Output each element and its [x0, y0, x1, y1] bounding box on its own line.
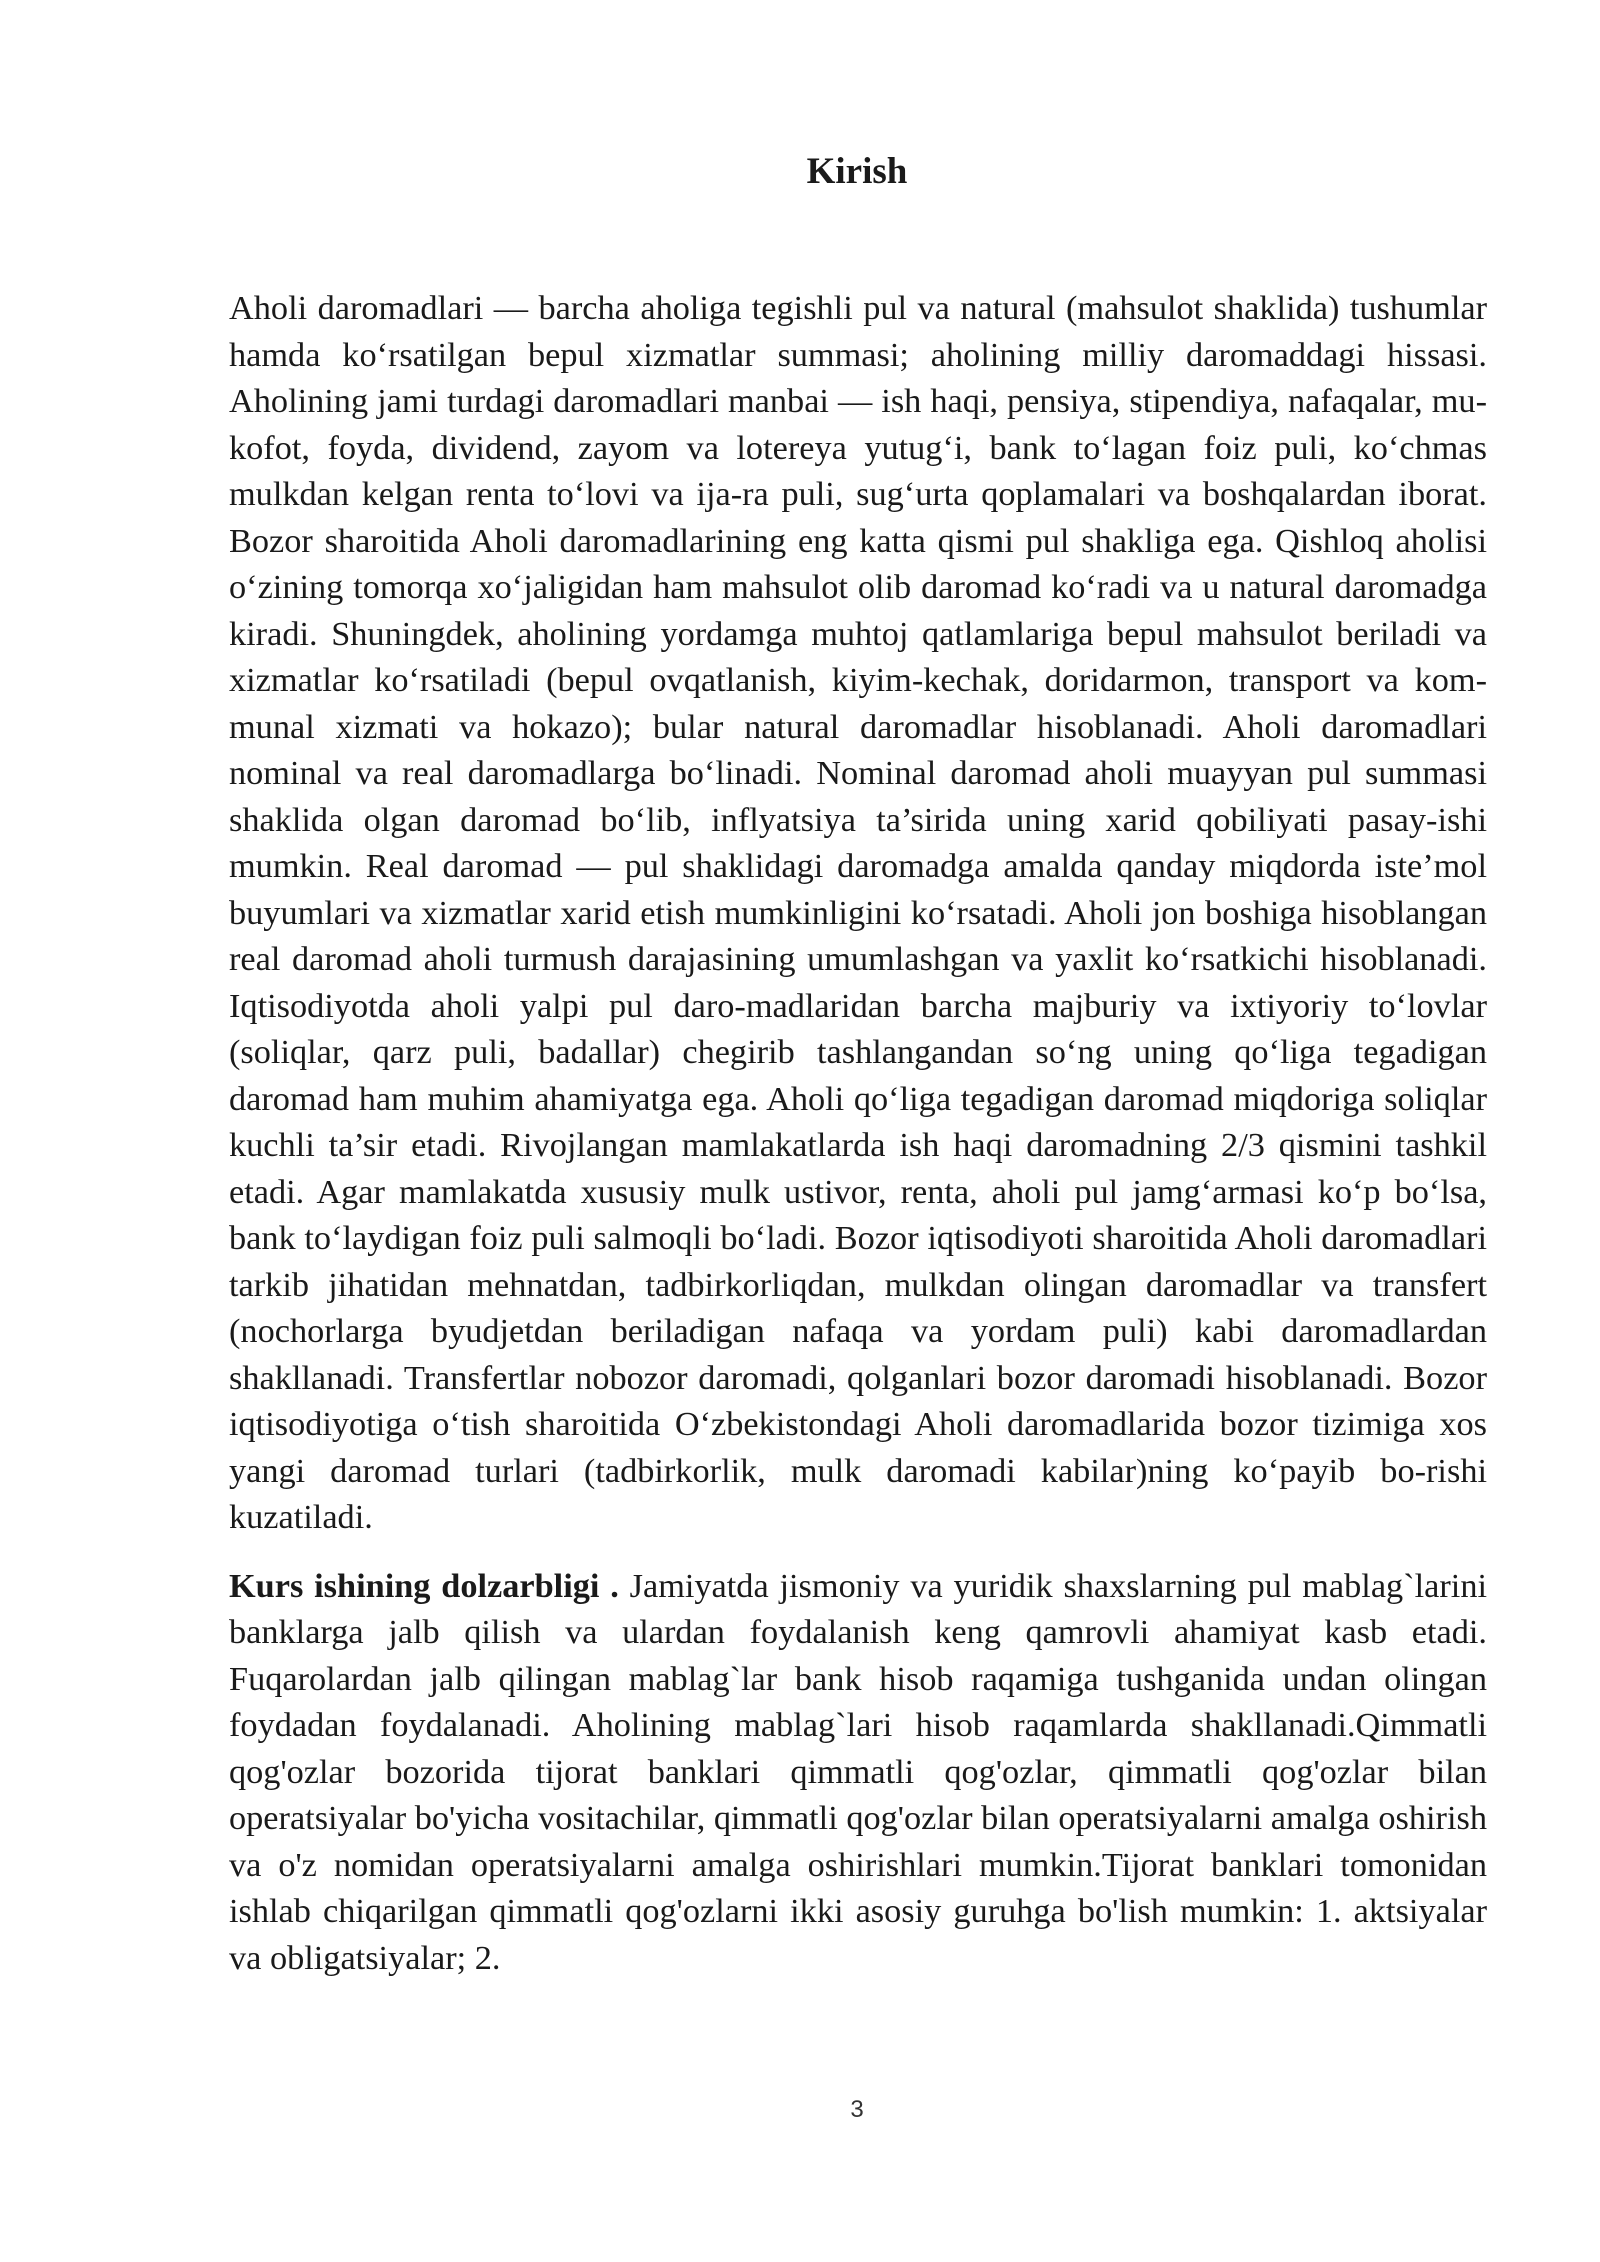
- relevance-text: Jamiyatda jismoniy va yuridik shaxslarning pul mablag`larini banklarga jalb qilish va ulardan foydalanish keng qamrovli ahamiyat kasb etadi. Fuqarolardan jalb qilingan mablag`lar bank hisob raqamiga tushganida undan olingan foydadan foydalanadi. Aholining mablag`lari hisob raqamlarda shakllanadi.Qimmatli qog'ozlar bozorida tijorat banklari qimmatli qog'ozlar, qimmatli qog'ozlar bilan operatsiyalar bo'yicha vositachilar, qimmatli qog'ozlar bilan operatsiyalarni amalga oshirish va o'z nomidan operatsiyalarni amalga oshirishlari mumkin.Tijorat banklari tomonidan ishlab chiqarilgan qimmatli qog'ozlarni ikki asosiy guruhga bo'lish mumkin: 1. aktsiyalar va obligatsiyalar; 2.: [229, 1566, 1488, 1977]
- relevance-heading: Kurs ishining dolzarbligi .: [229, 1566, 619, 1605]
- page-title: Kirish: [806, 151, 908, 192]
- document-body: [229, 285, 1487, 1981]
- paragraph-intro: Aholi daromadlari — barcha aholiga tegishli pul va natural (mahsulot shaklida) tushumlar hamda ko‘rsatilgan bepul xizmatlar summasi; aholining milliy daromaddagi hissasi. Aholining jami turdagi daromadlari manbai — ish haqi, pensiya, stipendiya, nafaqalar, mu-kofot, foyda, dividend, zayom va lotereya yutug‘i, bank to‘lagan foiz puli, ko‘chmas mulkdan kelgan renta to‘lovi va ija-ra puli, sug‘urta qoplamalari va boshqalardan iborat. Bozor sharoitida Aholi daromadlarining eng katta qismi pul shakliga ega. Qishloq aholisi o‘zining tomorqa xo‘jaligidan ham mahsulot olib daromad ko‘radi va u natural daromadga kiradi. Shuningdek, aholining yordamga muhtoj qatlamlariga bepul mahsulot beriladi va xizmatlar ko‘rsatiladi (bepul ovqatlanish, kiyim-kechak, doridarmon, transport va kom-munal xizmati va hokazo); bular natural daromadlar hisoblanadi. Aholi daromadlari nominal va real daromadlarga bo‘linadi. Nominal daromad aholi muayyan pul summasi shaklida olgan daromad bo‘lib, inflyatsiya ta’sirida uning xarid qobiliyati pasay-ishi mumkin. Real daromad — pul shaklidagi daromadga amalda qanday miqdorda iste’mol buyumlari va xizmatlar xarid etish mumkinligini ko‘rsatadi. Aholi jon boshiga hisoblangan real daromad aholi turmush darajasining umumlashgan va yaxlit ko‘rsatkichi hisoblanadi. Iqtisodiyotda aholi yalpi pul daro-madlaridan barcha majburiy va ixtiyoriy to‘lovlar (soliqlar, qarz puli, badallar) chegirib tashlangandan so‘ng uning qo‘liga tegadigan daromad ham muhim ahamiyatga ega. Aholi qo‘liga tegadigan daromad miqdoriga soliqlar kuchli ta’sir etadi. Rivojlangan mamlakatlarda ish haqi daromadning 2/3 qismini tashkil etadi. Agar mamlakatda xususiy mulk ustivor, renta, aholi pul jamg‘armasi ko‘p bo‘lsa, bank to‘laydigan foiz puli salmoqli bo‘ladi. Bozor iqtisodiyoti sharoitida Aholi daromadlari tarkib jihatidan mehnatdan, tadbirkorliqdan, mulkdan olingan daromadlar va transfert (nochorlarga byudjetdan beriladigan nafaqa va yordam puli) kabi daromadlardan shakllanadi. Transfertlar nobozor daromadi, qolganlari bozor daromadi hisoblanadi. Bozor iqtisodiyotiga o‘tish sharoitida O‘zbekistondagi Aholi daromadlarida bozor tizimiga xos yangi daromad turlari (tadbirkorlik, mulk daromadi kabilar)ning ko‘payib bo-rishi kuzatiladi.: [229, 289, 1487, 1536]
- page-number: 3: [850, 2096, 864, 2123]
- paragraph-relevance: [229, 1563, 1487, 1982]
